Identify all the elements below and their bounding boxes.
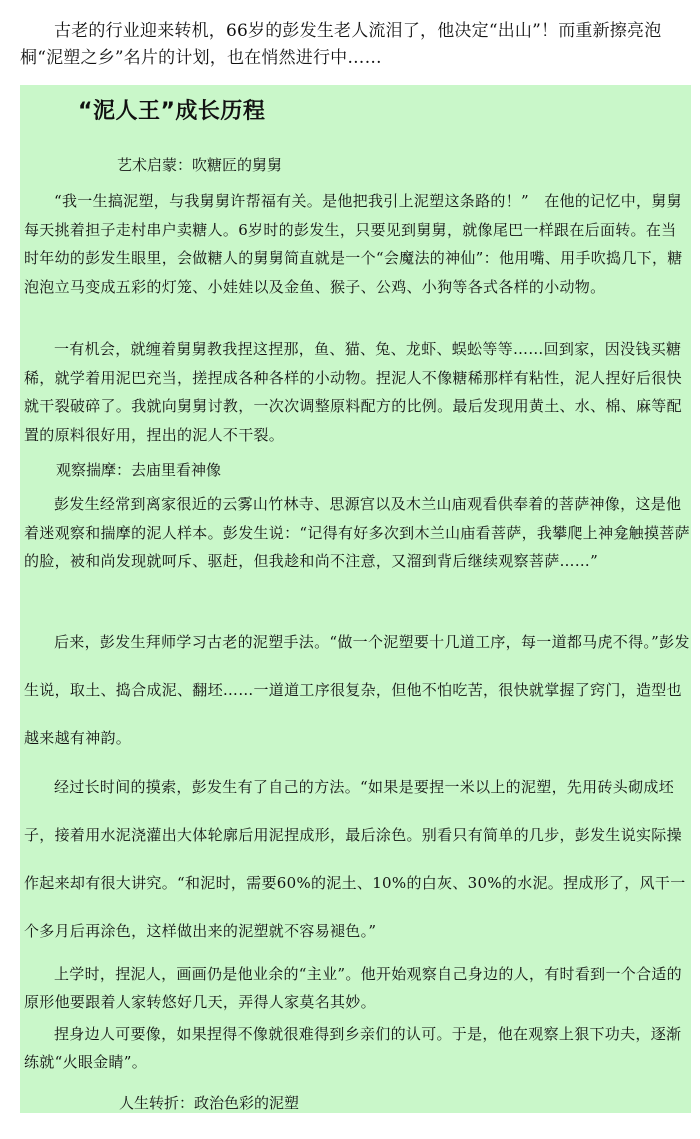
article-title: “泥人王”成长历程	[78, 99, 266, 124]
section-heading-life-turning-point: 人生转折：政治色彩的泥塑	[119, 1094, 300, 1112]
article-paragraph: 上学时，捏泥人，画画仍是他业余的“主业”。他开始观察自己身边的人，有时看到一个合适的原形他要跟着人家转悠好几天，弄得人家莫名其妙。	[24, 965, 682, 1011]
article-paragraph: 捏身边人可要像，如果捏得不像就很难得到乡亲们的认可。于是，他在观察上狠下功夫，逐渐练就“火眼金睛”。	[24, 1025, 682, 1071]
article-paragraph: “我一生搞泥塑，与我舅舅许帮福有关。是他把我引上泥塑这条路的！” 在他的记忆中，舅舅每天挑着担子走村串户卖糖人。6岁时的彭发生，只要见到舅舅，就像尾巴一样跟在后面转。在当时年幼的彭发生眼里，会做糖人的舅舅简直就是一个“会魔法的神仙”：他用嘴、用手吹捣几下，糖泡泡立马变成五彩的灯笼、小娃娃以及金鱼、猴子、公鸡、小狗等各式各样的小动物。	[24, 192, 683, 296]
article-paragraph: 经过长时间的摸索，彭发生有了自己的方法。“如果是要捏一米以上的泥塑，先用砖头砌成坯子，接着用水泥浇灌出大体轮廓后用泥捏成形，最后涂色。别看只有简单的几步，彭发生说实际操作起来却有很大讲究。“和泥时，需要60%的泥土、10%的白灰、30%的水泥。捏成形了，风干一个多月后再涂色，这样做出来的泥塑就不容易褪色。”	[24, 778, 686, 940]
article-paragraph: 后来，彭发生拜师学习古老的泥塑手法。“做一个泥塑要十几道工序，每一道都马虎不得。”彭发生说，取土、捣合成泥、翻坯……一道道工序很复杂，但他不怕吃苦，很快就掌握了窍门，造型也越来越有神韵。	[24, 633, 690, 747]
article-paragraph: 彭发生经常到离家很近的云雾山竹林寺、思源宫以及木兰山庙观看供奉着的菩萨神像，这是他着迷观察和揣摩的泥人样本。彭发生说：“记得有好多次到木兰山庙看菩萨，我攀爬上神龛触摸菩萨的脸，被和尚发现就呵斥、驱赶，但我趁和尚不注意，又溜到背后继续观察菩萨……”	[24, 495, 690, 570]
intro-paragraph: 古老的行业迎来转机，66岁的彭发生老人流泪了，他决定“出山”！而重新擦亮泡桐“泥塑之乡”名片的计划，也在悄然进行中……	[20, 21, 662, 68]
article-paragraph: 一有机会，就缠着舅舅教我捏这捏那，鱼、猫、兔、龙虾、蜈蚣等等……回到家，因没钱买糖稀，就学着用泥巴充当，搓捏成各种各样的小动物。捏泥人不像糖稀那样有粘性，泥人捏好后很快就干裂破碎了。我就向舅舅讨教，一次次调整原料配方的比例。最后发现用黄土、水、棉、麻等配置的原料很好用，捏出的泥人不干裂。	[24, 340, 682, 444]
section-heading-art-enlightenment: 艺术启蒙：吹糖匠的舅舅	[117, 156, 283, 174]
section-heading-observation: 观察揣摩：去庙里看神像	[56, 461, 222, 479]
